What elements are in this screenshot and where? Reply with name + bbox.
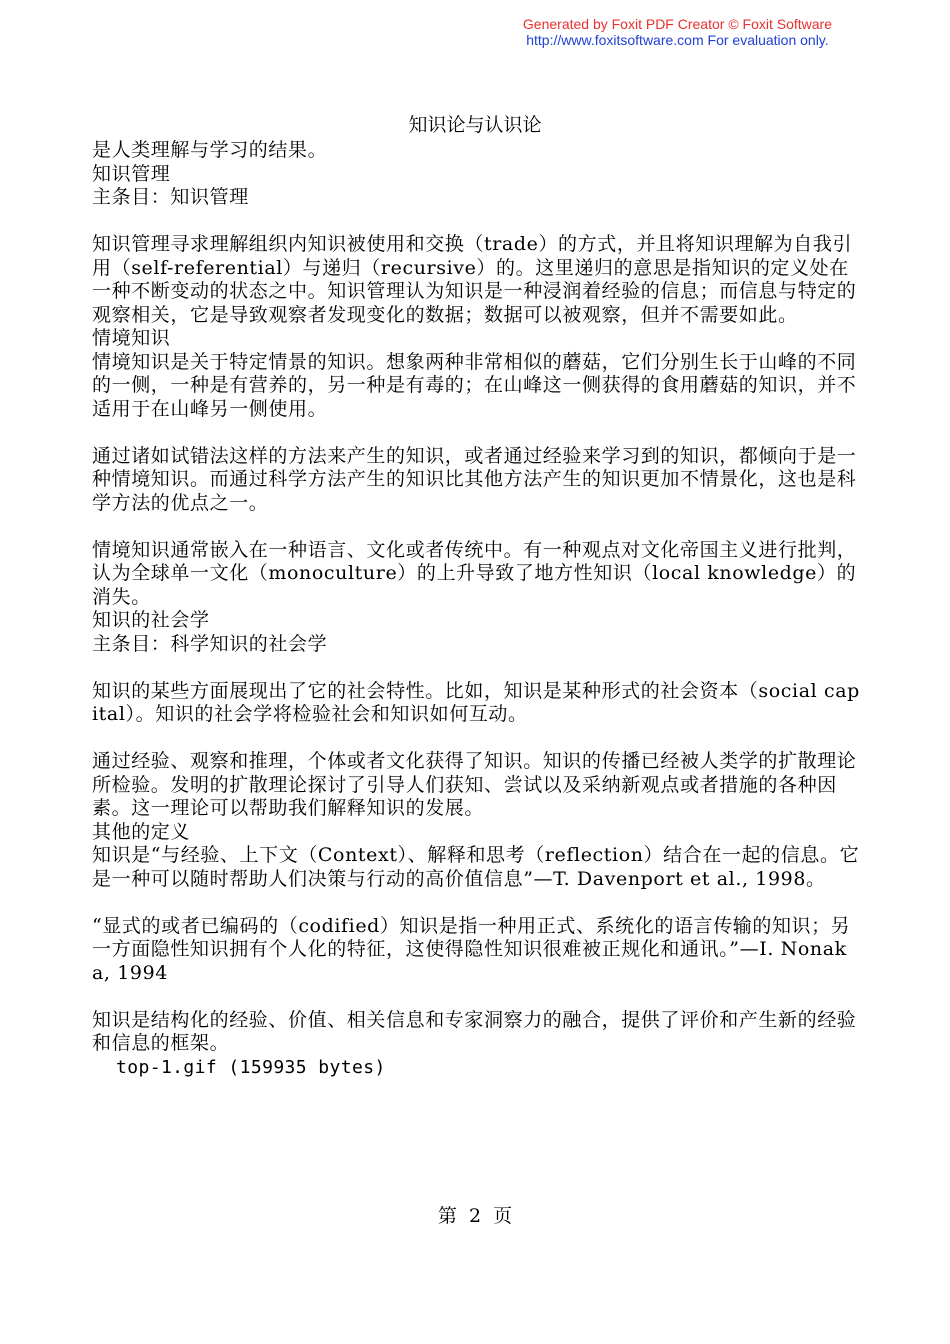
body-paragraph: “显式的或者已编码的（codified）知识是指一种用正式、系统化的语言传输的知识；另一方面隐性知识拥有个人化的特征，这使得隐性知识很难被正规化和通讯。”—I. Nonaka, 1994: [92, 914, 851, 984]
page-title: 知识论与认识论: [408, 114, 542, 136]
body-paragraph: 知识是“与经验、上下文（Context）、解释和思考（reflection）结合在一起的信息。它是一种可以随时帮助人们决策与行动的高价值信息”—T. Davenport et al., 1998。: [92, 844, 860, 890]
body-paragraph: 通过诸如试错法这样的方法来产生的知识，或者通过经验来学习到的知识，都倾向于是一种情境知识。而通过科学方法产生的知识比其他方法产生的知识更加不情景化，这也是科学方法的优点之一。: [92, 444, 857, 514]
body-paragraph: 知识的某些方面展现出了它的社会特性。比如，知识是某种形式的社会资本（social capital）。知识的社会学将检验社会和知识如何互动。: [92, 679, 860, 725]
section-heading: 情境知识: [92, 327, 171, 349]
body-paragraph: 通过经验、观察和推理，个体或者文化获得了知识。知识的传播已经被人类学的扩散理论所检验。发明的扩散理论探讨了引导人们获知、尝试以及采纳新观点或者措施的各种因素。这一理论可以帮助我们解释知识的发展。: [92, 750, 857, 819]
body-paragraph: 主条目：知识管理: [92, 186, 249, 208]
body-paragraph: 主条目：科学知识的社会学: [92, 632, 328, 655]
paragraph-spacer: [92, 421, 862, 445]
paragraph-spacer: [92, 727, 862, 751]
section-heading: 知识管理: [92, 162, 171, 185]
section-heading: 知识的社会学: [92, 609, 210, 631]
paragraph-spacer: [92, 891, 862, 915]
body-paragraph: 知识管理寻求理解组织内知识被使用和交换（trade）的方式，并且将知识理解为自我引用（self-referential）与递归（recursive）的。这里递归的意思是指知识的定义处在一种不断变动的状态之中。知识管理认为知识是一种浸润着经验的信息；而信息与特定的观察相关，它是导致观察者发现变化的数据；数据可以被观察，但并不需要如此。: [92, 233, 857, 326]
paragraph-spacer: [92, 210, 862, 234]
paragraph-spacer: [92, 985, 862, 1009]
section-heading: 其他的定义: [92, 820, 191, 843]
image-filename-caption: top-1.gif (159935 bytes): [116, 1056, 386, 1078]
document-body: [92, 139, 862, 1079]
paragraph-spacer: [92, 515, 862, 539]
watermark-generator-text: Generated by Foxit PDF Creator © Foxit Software: [522, 16, 832, 32]
body-paragraph: 情境知识是关于特定情景的知识。想象两种非常相似的蘑菇，它们分别生长于山峰的不同的一侧，一种是有营养的，另一种是有毒的；在山峰这一侧获得的食用蘑菇的知识，并不适用于在山峰另一侧使用。: [92, 350, 857, 420]
foxit-watermark: [523, 16, 832, 48]
paragraph-spacer: [92, 656, 862, 680]
body-paragraph: 是人类理解与学习的结果。: [92, 139, 328, 161]
body-paragraph: 情境知识通常嵌入在一种语言、文化或者传统中。有一种观点对文化帝国主义进行批判，认为全球单一文化（monoculture）的上升导致了地方性知识（local knowledge）的消失。: [92, 538, 857, 608]
body-paragraph: 知识是结构化的经验、价值、相关信息和专家洞察力的融合，提供了评价和产生新的经验和信息的框架。: [92, 1008, 857, 1054]
watermark-url-text: http://www.foxitsoftware.com For evaluation only.: [526, 32, 829, 48]
page-number: 第 2 页: [437, 1205, 513, 1227]
